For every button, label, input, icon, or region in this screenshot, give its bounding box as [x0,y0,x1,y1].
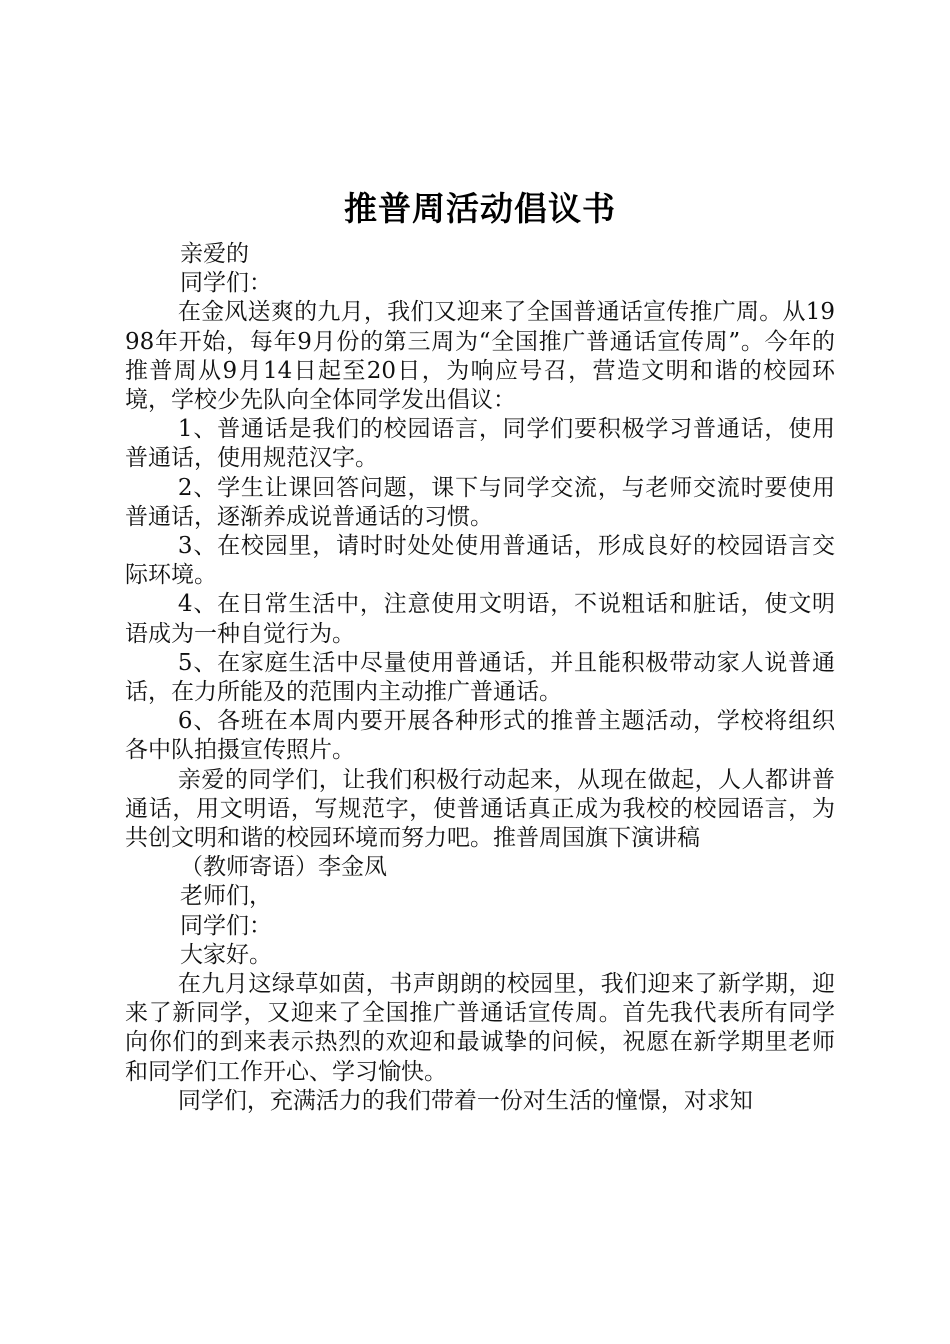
proposal-item: 1、普通话是我们的校园语言，同学们要积极学习普通话，使用普通话，使用规范汉字。 [125,416,835,472]
proposal-item: 4、在日常生活中，注意使用文明语，不说粗话和脏话，使文明语成为一种自觉行为。 [125,591,835,647]
salutation-line: 老师们， [180,883,272,910]
document-title: 推普周活动倡议书 [344,189,616,228]
proposal-item: 5、在家庭生活中尽量使用普通话，并且能积极带动家人说普通话，在力所能及的范围内主动推广普通话。 [125,649,835,706]
salutation-line: 同学们： [180,912,272,939]
greeting-line: 大家好。 [180,941,272,968]
document-body [125,180,835,1116]
proposal-item: 3、在校园里，请时时处处使用普通话，形成良好的校园语言交际环境。 [125,533,835,589]
salutation-line: 同学们： [180,270,272,297]
proposal-item: 2、学生让课回答问题，课下与同学交流，与老师交流时要使用普通话，逐渐养成说普通话的习惯。 [125,474,835,530]
proposal-item: 6、各班在本周内要开展各种形式的推普主题活动，学校将组织各中队拍摄宣传照片。 [125,708,835,764]
paragraph: 在九月这绿草如茵，书声朗朗的校园里，我们迎来了新学期，迎来了新同学，又迎来了全国推广普通话宣传周。首先我代表所有同学向你们的到来表示热烈的欢迎和最诚挚的问候，祝愿在新学期里老师和同学们工作开心、学习愉快。 [125,971,835,1085]
salutation-line: 亲爱的 [180,241,249,267]
paragraph: 在金风送爽的九月，我们又迎来了全国普通话宣传推广周。从1998年开始，每年9月份的第三周为“全国推广普通话宣传周”。今年的推普周从9月14日起至20日，为响应号召，营造文明和谐的校园环境，学校少先队向全体同学发出倡议： [125,299,835,414]
paragraph: 同学们，充满活力的我们带着一份对生活的憧憬，对求知 [177,1087,753,1114]
speaker-line: （教师寄语）李金凤 [180,854,387,881]
paragraph: 亲爱的同学们，让我们积极行动起来，从现在做起，人人都讲普通话，用文明语，写规范字，使普通话真正成为我校的校园语言，为共创文明和谐的校园环境而努力吧。推普周国旗下演讲稿 [125,766,835,852]
